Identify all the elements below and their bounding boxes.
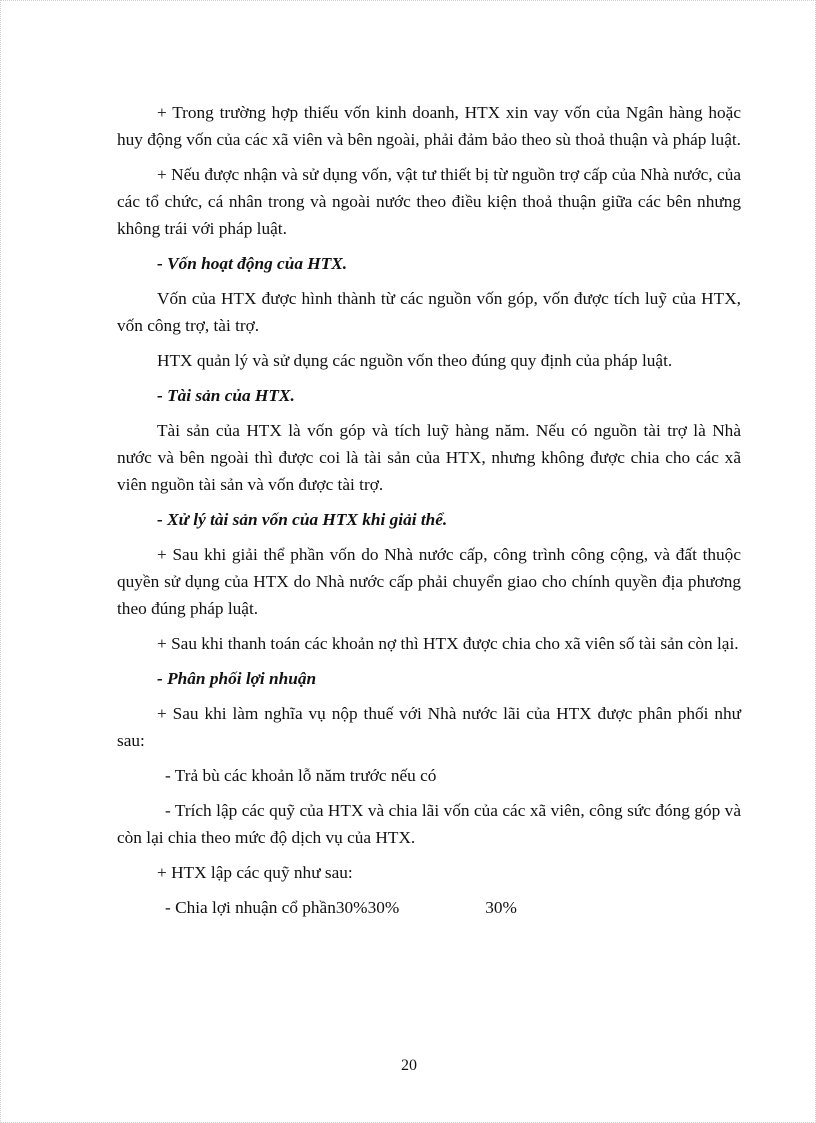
paragraph-text: thoả thuận và pháp luật. — [575, 130, 741, 149]
paragraph-capital-management: HTX quản lý và sử dụng các nguồn vốn theo đúng quy định của pháp luật. — [157, 351, 673, 370]
ratio-value: 30% — [367, 898, 400, 917]
paragraph-after-tax: + Sau khi làm nghĩa vụ nộp thuế với Nhà nước lãi của HTX được phân phối như sau: — [117, 704, 741, 750]
list-item-dividend-ratio — [117, 894, 741, 921]
ratio-value: 30% — [485, 898, 517, 917]
ratio-label: - Chia lợi nhuận cổ phần — [165, 898, 336, 917]
page-number: 20 — [401, 1057, 417, 1074]
paragraph-loan-capital — [117, 99, 741, 153]
section-heading-dissolution: - Xử lý tài sản vốn của HTX khi giải thể. — [157, 510, 448, 529]
paragraph-text: + Trong trường hợp thiếu vốn kinh doanh, HTX xin vay vốn của Ngân hàng hoặc huy động vốn của các xã viên và bên ngoài, phải đảm bảo theo sù — [117, 103, 741, 149]
section-heading-profit-distribution: - Phân phối lợi nhuận — [157, 669, 317, 688]
section-heading-assets: - Tài sản của HTX. — [157, 386, 295, 405]
paragraph-dissolution-remaining: + Sau khi thanh toán các khoản nợ thì HTX được chia cho xã viên số tài sản còn lại. — [157, 634, 739, 653]
paragraph-dissolution-transfer: + Sau khi giải thể phần vốn do Nhà nước cấp, công trình công cộng, và đất thuộc quyền sử dụng của HTX do Nhà nước cấp phải chuyển giao cho chính quyền địa phương theo đúng pháp luật. — [117, 545, 741, 618]
page-content — [117, 99, 741, 921]
paragraph-capital-sources: Vốn của HTX được hình thành từ các nguồn vốn góp, vốn được tích luỹ của HTX, vốn công trợ, tài trợ. — [117, 289, 741, 335]
paragraph-funds-intro: + HTX lập các quỹ như sau: — [157, 863, 353, 882]
ratio-value: 30% — [335, 898, 368, 917]
list-item-fund-allocation: - Trích lập các quỹ của HTX và chia lãi vốn của các xã viên, công sức đóng góp và còn lại chia theo mức độ dịch vụ của HTX. — [117, 801, 741, 847]
paragraph-assets: Tài sản của HTX là vốn góp và tích luỹ hàng năm. Nếu có nguồn tài trợ là Nhà nước và bên ngoài thì được coi là tài sản của HTX, nhưng không được chia cho các xã viên nguồn tài sản và vốn được tài trợ. — [117, 421, 741, 494]
section-heading-operating-capital: - Vốn hoạt động của HTX. — [157, 254, 348, 273]
paragraph-grant-capital: + Nếu được nhận và sử dụng vốn, vật tư thiết bị từ nguồn trợ cấp của Nhà nước, của các tổ chức, cá nhân trong và ngoài nước theo điều kiện thoả thuận giữa các bên nhưng không trái với pháp luật. — [117, 165, 741, 238]
list-item-loss-offset: - Trả bù các khoản lỗ năm trước nếu có — [165, 766, 437, 785]
